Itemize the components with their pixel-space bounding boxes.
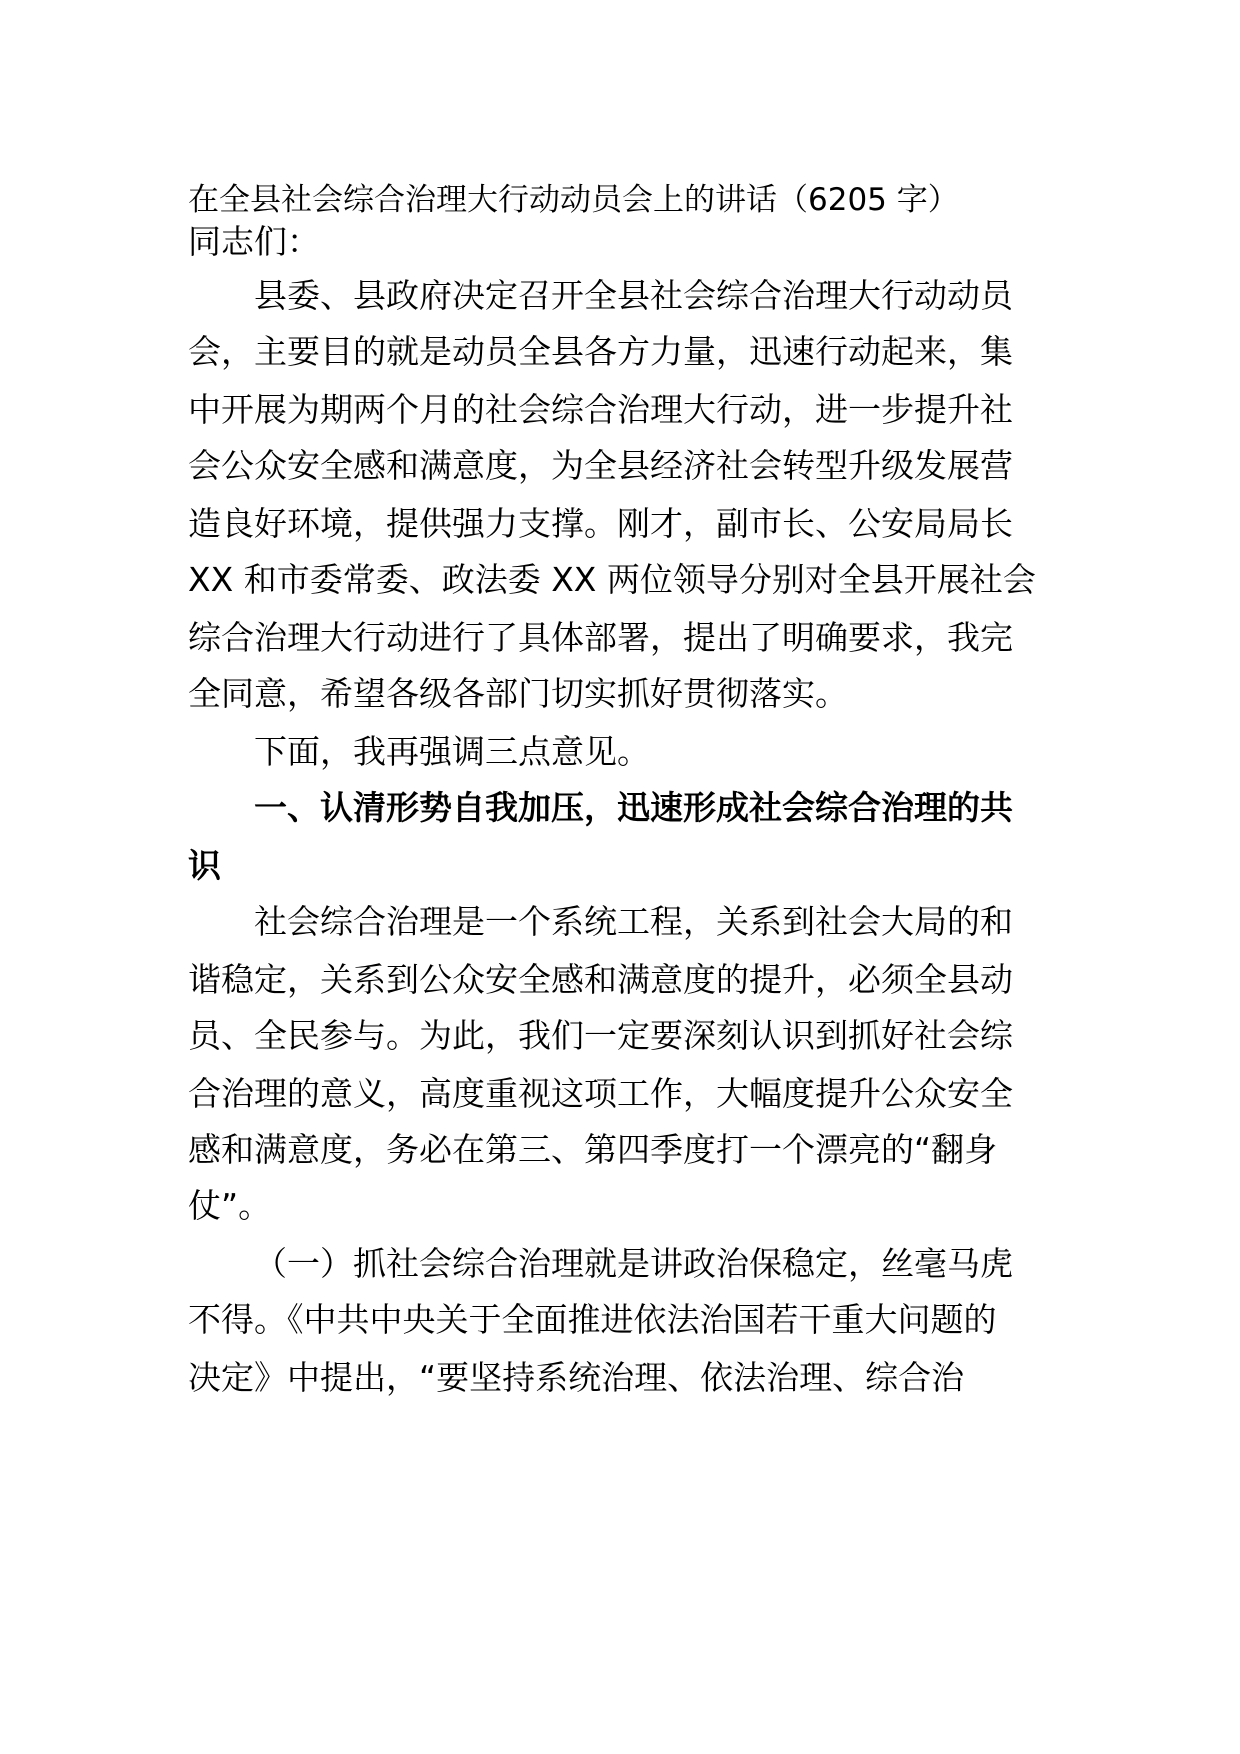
- paragraph-line: 全同意，希望各级各部门切实抓好贯彻落实。: [188, 674, 848, 713]
- paragraph-line: 员、全民参与。为此，我们一定要深刻认识到抓好社会综: [188, 1016, 1013, 1055]
- paragraph-line: 下面，我再强调三点意见。: [254, 732, 650, 771]
- paragraph-line: 仗”。: [188, 1186, 272, 1225]
- salutation: 同志们：: [188, 222, 320, 261]
- section-heading: 一、认清形势自我加压，迅速形成社会综合治理的共: [254, 788, 1013, 827]
- paragraph-line: 谐稳定，关系到公众安全感和满意度的提升，必须全县动: [188, 960, 1013, 999]
- paragraph-line: 感和满意度，务必在第三、第四季度打一个漂亮的“翻身: [188, 1130, 998, 1169]
- paragraph-line: XX 和市委常委、政法委 XX 两位领导分别对全县开展社会: [188, 560, 1036, 599]
- section-heading: 识: [188, 846, 221, 885]
- document-title: 在全县社会综合治理大行动动员会上的讲话（6205 字）: [188, 182, 959, 218]
- paragraph-line: 合治理的意义，高度重视这项工作，大幅度提升公众安全: [188, 1074, 1013, 1113]
- paragraph-line: 决定》中提出，“要坚持系统治理、依法治理、综合治: [188, 1358, 965, 1397]
- paragraph-line: 会，主要目的就是动员全县各方力量，迅速行动起来，集: [188, 332, 1013, 371]
- paragraph-line: 社会综合治理是一个系统工程，关系到社会大局的和: [254, 902, 1013, 941]
- paragraph-line: 县委、县政府决定召开全县社会综合治理大行动动员: [254, 276, 1013, 315]
- paragraph-line: 不得。《中共中央关于全面推进依法治国若干重大问题的: [188, 1300, 997, 1339]
- paragraph-line: 会公众安全感和满意度，为全县经济社会转型升级发展营: [188, 446, 1013, 485]
- paragraph-line: 综合治理大行动进行了具体部署，提出了明确要求，我完: [188, 618, 1013, 657]
- paragraph-line: （一）抓社会综合治理就是讲政治保稳定，丝毫马虎: [254, 1244, 1013, 1283]
- paragraph-line: 中开展为期两个月的社会综合治理大行动，进一步提升社: [188, 390, 1013, 429]
- paragraph-line: 造良好环境，提供强力支撑。刚才，副市长、公安局局长: [188, 504, 1013, 543]
